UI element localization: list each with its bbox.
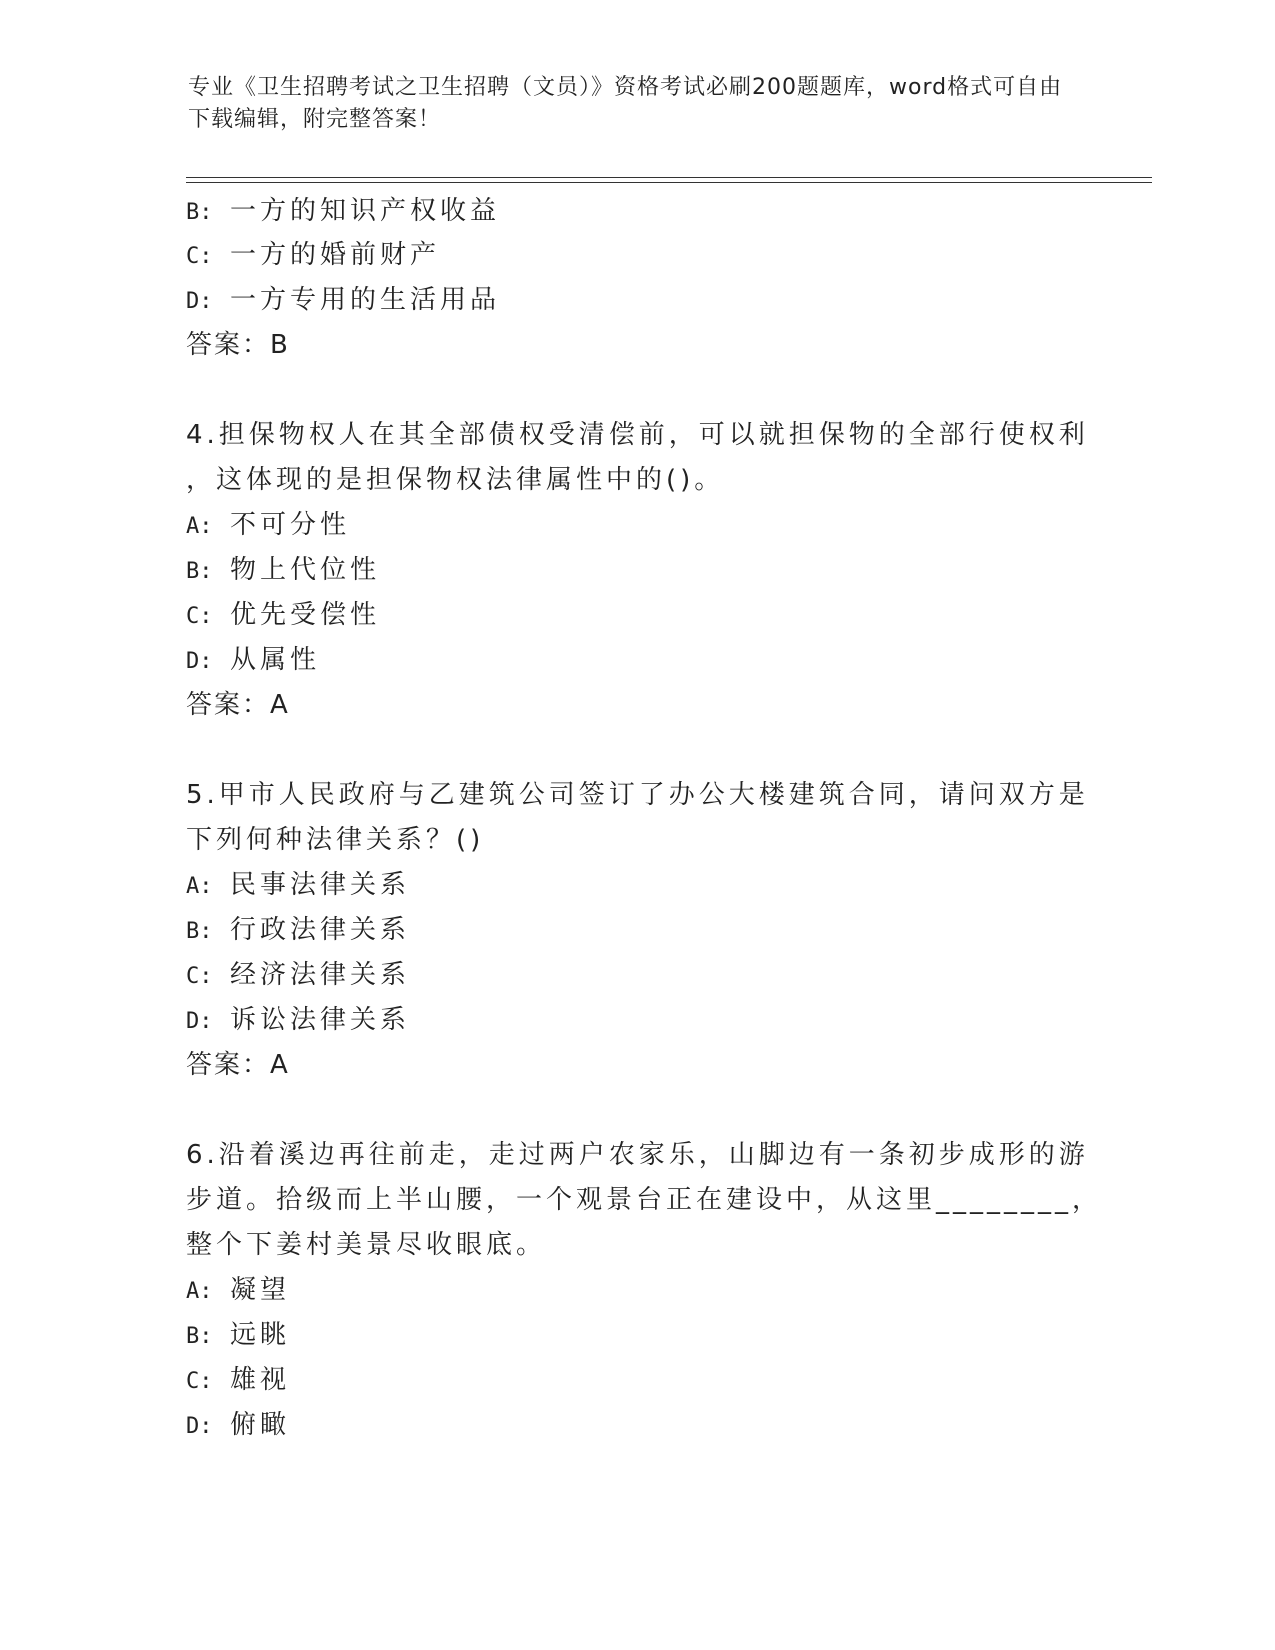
question-6-line-2: 步道。拾级而上半山腰，一个观景台正在建设中，从这里________，: [186, 1185, 1103, 1215]
option-d: [186, 999, 410, 1036]
option-text: 优先受偿性: [230, 600, 381, 630]
option-text: 一方专用的生活用品: [230, 285, 501, 315]
option-a: [186, 504, 350, 541]
option-b: [186, 909, 410, 946]
option-b: [186, 549, 380, 586]
option-c: [186, 234, 440, 271]
option-text: 从属性: [230, 645, 321, 675]
option-a: [186, 1269, 290, 1306]
header-divider-top: [186, 177, 1152, 178]
option-text: 行政法律关系: [230, 915, 411, 945]
option-text: 雄视: [230, 1365, 291, 1395]
option-d: [186, 1404, 290, 1441]
option-key: B:: [186, 919, 213, 944]
question-6-line-1: 6.沿着溪边再往前走，走过两户农家乐，山脚边有一条初步成形的游: [186, 1140, 1089, 1170]
answer: 答案：A: [186, 1050, 290, 1080]
option-text: 诉讼法律关系: [230, 1005, 411, 1035]
document-header: 专业《卫生招聘考试之卫生招聘（文员）》资格考试必刷200题题库，word格式可自由下载编辑，附完整答案！: [188, 75, 1063, 132]
option-text: 民事法律关系: [230, 870, 411, 900]
option-text: 远眺: [230, 1320, 291, 1350]
header-divider-bottom: [186, 182, 1152, 183]
answer: 答案：B: [186, 330, 290, 360]
option-key: C:: [186, 1369, 213, 1394]
option-key: C:: [186, 964, 213, 989]
question-4-line-1: 4.担保物权人在其全部债权受清偿前，可以就担保物的全部行使权利: [186, 420, 1089, 450]
option-text: 经济法律关系: [230, 960, 411, 990]
option-c: [186, 594, 380, 631]
option-key: B:: [186, 1324, 213, 1349]
option-text: 凝望: [230, 1275, 291, 1305]
option-key: D:: [186, 289, 213, 314]
option-text: 一方的知识产权收益: [230, 196, 501, 226]
option-key: D:: [186, 1009, 213, 1034]
option-c: [186, 1359, 290, 1396]
option-b: [186, 1314, 290, 1351]
question-5-line-2: 下列何种法律关系？(): [186, 825, 485, 855]
option-text: 一方的婚前财产: [230, 240, 441, 270]
option-key: A:: [186, 514, 213, 539]
option-key: D:: [186, 649, 213, 674]
option-key: B:: [186, 200, 213, 225]
question-5-line-1: 5.甲市人民政府与乙建筑公司签订了办公大楼建筑合同，请问双方是: [186, 780, 1089, 810]
option-d: [186, 639, 320, 676]
option-text: 俯瞰: [230, 1410, 291, 1440]
answer: 答案：A: [186, 690, 290, 720]
option-text: 不可分性: [230, 510, 351, 540]
option-b: [186, 190, 500, 227]
option-key: D:: [186, 1414, 213, 1439]
option-key: A:: [186, 1279, 213, 1304]
option-c: [186, 954, 410, 991]
option-key: C:: [186, 604, 213, 629]
option-key: B:: [186, 559, 213, 584]
option-key: A:: [186, 874, 213, 899]
option-d: [186, 279, 500, 316]
question-6-line-3: 整个下姜村美景尽收眼底。: [186, 1230, 547, 1260]
option-key: C:: [186, 244, 213, 269]
option-a: [186, 864, 410, 901]
question-4-line-2: ，这体现的是担保物权法律属性中的()。: [186, 465, 725, 495]
option-text: 物上代位性: [230, 555, 381, 585]
